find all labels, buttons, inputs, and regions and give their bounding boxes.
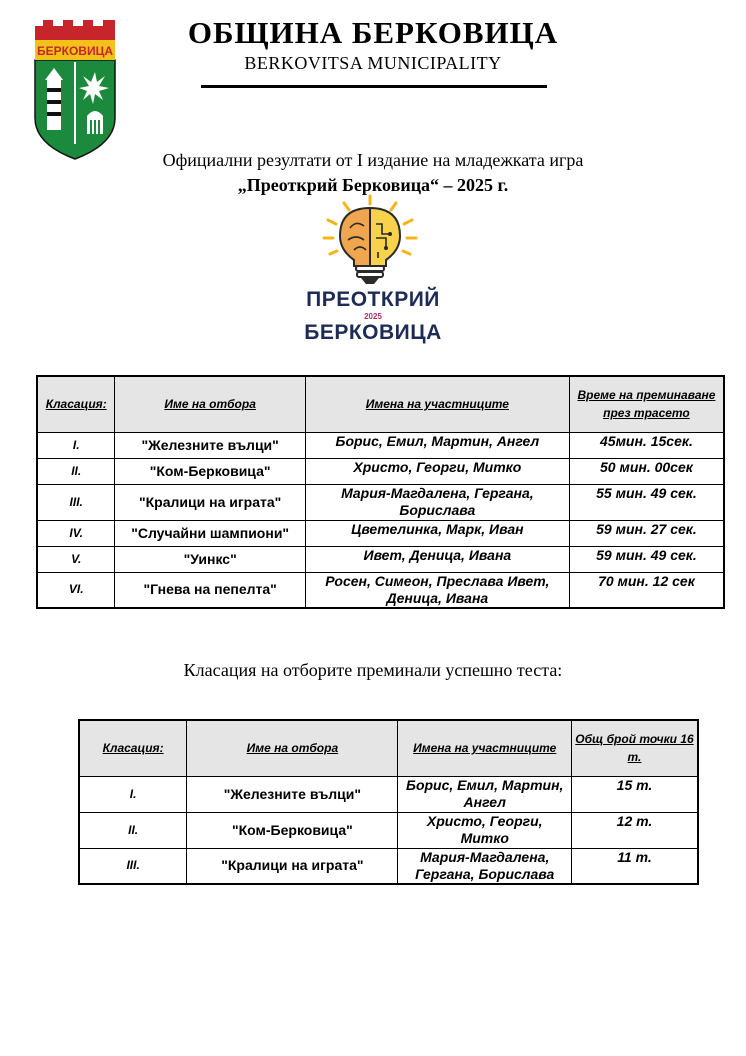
column-header-members: Имена на участниците — [398, 720, 571, 776]
table-row — [79, 812, 698, 848]
team-cell: "Кралици на играта" — [187, 848, 398, 884]
rank-cell: III. — [79, 848, 187, 884]
header-divider — [201, 85, 547, 88]
team-cell: "Железните вълци" — [187, 776, 398, 812]
rank-cell: V. — [37, 546, 115, 572]
members-cell: Цветелинка, Марк, Иван — [305, 520, 569, 546]
test-results-table — [78, 719, 699, 885]
game-name: „Преоткрий Берковица“ – 2025 г. — [237, 175, 509, 195]
rank-cell: I. — [79, 776, 187, 812]
table-row — [37, 458, 724, 484]
rank-cell: II. — [37, 458, 115, 484]
members-cell: Христо, Георги, Митко — [398, 812, 571, 848]
rank-cell: III. — [37, 484, 115, 520]
column-header-rank: Класация: — [37, 376, 115, 432]
time-cell: 50 мин. 00сек — [569, 458, 724, 484]
team-cell: "Гнева на пепелта" — [115, 572, 305, 608]
logo-word-berkovitsa: БЕРКОВИЦА — [304, 321, 442, 344]
team-cell: "Железните вълци" — [115, 432, 305, 458]
rank-cell: II. — [79, 812, 187, 848]
members-cell: Мария-Магдалена, Гергана, Борислава — [398, 848, 571, 884]
time-cell: 55 мин. 49 сек. — [569, 484, 724, 520]
column-header-points: Общ брой точки 16 т. — [571, 720, 698, 776]
municipality-title: ОБЩИНА БЕРКОВИЦА — [187, 15, 559, 50]
rank-cell: IV. — [37, 520, 115, 546]
coat-of-arms-icon — [33, 20, 117, 160]
table-row — [37, 432, 724, 458]
results-table — [36, 375, 725, 609]
logo-word-preotkriy: ПРЕОТКРИЙ — [306, 288, 440, 311]
time-cell: 70 мин. 12 сек — [569, 572, 724, 608]
column-header-team: Име на отбора — [115, 376, 305, 432]
rank-cell: VI. — [37, 572, 115, 608]
team-cell: "Ком-Берковица" — [187, 812, 398, 848]
column-header-rank: Класация: — [79, 720, 187, 776]
members-cell: Борис, Емил, Мартин, Ангел — [305, 432, 569, 458]
column-header-time: Време на преминаване през трасето — [569, 376, 724, 432]
intro-line: Официални резултати от I издание на младежката игра — [162, 150, 584, 170]
points-cell: 11 т. — [571, 848, 698, 884]
lightbulb-brain-icon — [320, 194, 420, 286]
table-row — [37, 484, 724, 520]
column-header-members: Имена на участниците — [305, 376, 569, 432]
time-cell: 59 мин. 27 сек. — [569, 520, 724, 546]
rank-cell: I. — [37, 432, 115, 458]
table-header-row — [79, 720, 698, 776]
members-cell: Борис, Емил, Мартин, Ангел — [398, 776, 571, 812]
test-section-title: Класация на отборите преминали успешно теста: — [183, 660, 563, 680]
team-cell: "Кралици на играта" — [115, 484, 305, 520]
time-cell: 59 мин. 49 сек. — [569, 546, 724, 572]
points-cell: 15 т. — [571, 776, 698, 812]
municipality-subtitle: BERKOVITSA MUNICIPALITY — [244, 53, 502, 73]
table-row — [37, 546, 724, 572]
team-cell: "Уинкс" — [115, 546, 305, 572]
team-cell: "Ком-Берковица" — [115, 458, 305, 484]
points-cell: 12 т. — [571, 812, 698, 848]
crest-lettering: БЕРКОВИЦА — [36, 44, 114, 58]
table-row — [37, 520, 724, 546]
column-header-team: Име на отбора — [187, 720, 398, 776]
team-cell: "Случайни шампиони" — [115, 520, 305, 546]
table-header-row — [37, 376, 724, 432]
table-row — [79, 848, 698, 884]
logo-year: 2025 — [364, 312, 382, 321]
table-row — [37, 572, 724, 608]
time-cell: 45мин. 15сек. — [569, 432, 724, 458]
members-cell: Христо, Георги, Митко — [305, 458, 569, 484]
members-cell: Мария-Магдалена, Гергана, Борислава — [305, 484, 569, 520]
members-cell: Росен, Симеон, Преслава Ивет, Деница, Ивана — [305, 572, 569, 608]
members-cell: Ивет, Деница, Ивана — [305, 546, 569, 572]
table-row — [79, 776, 698, 812]
